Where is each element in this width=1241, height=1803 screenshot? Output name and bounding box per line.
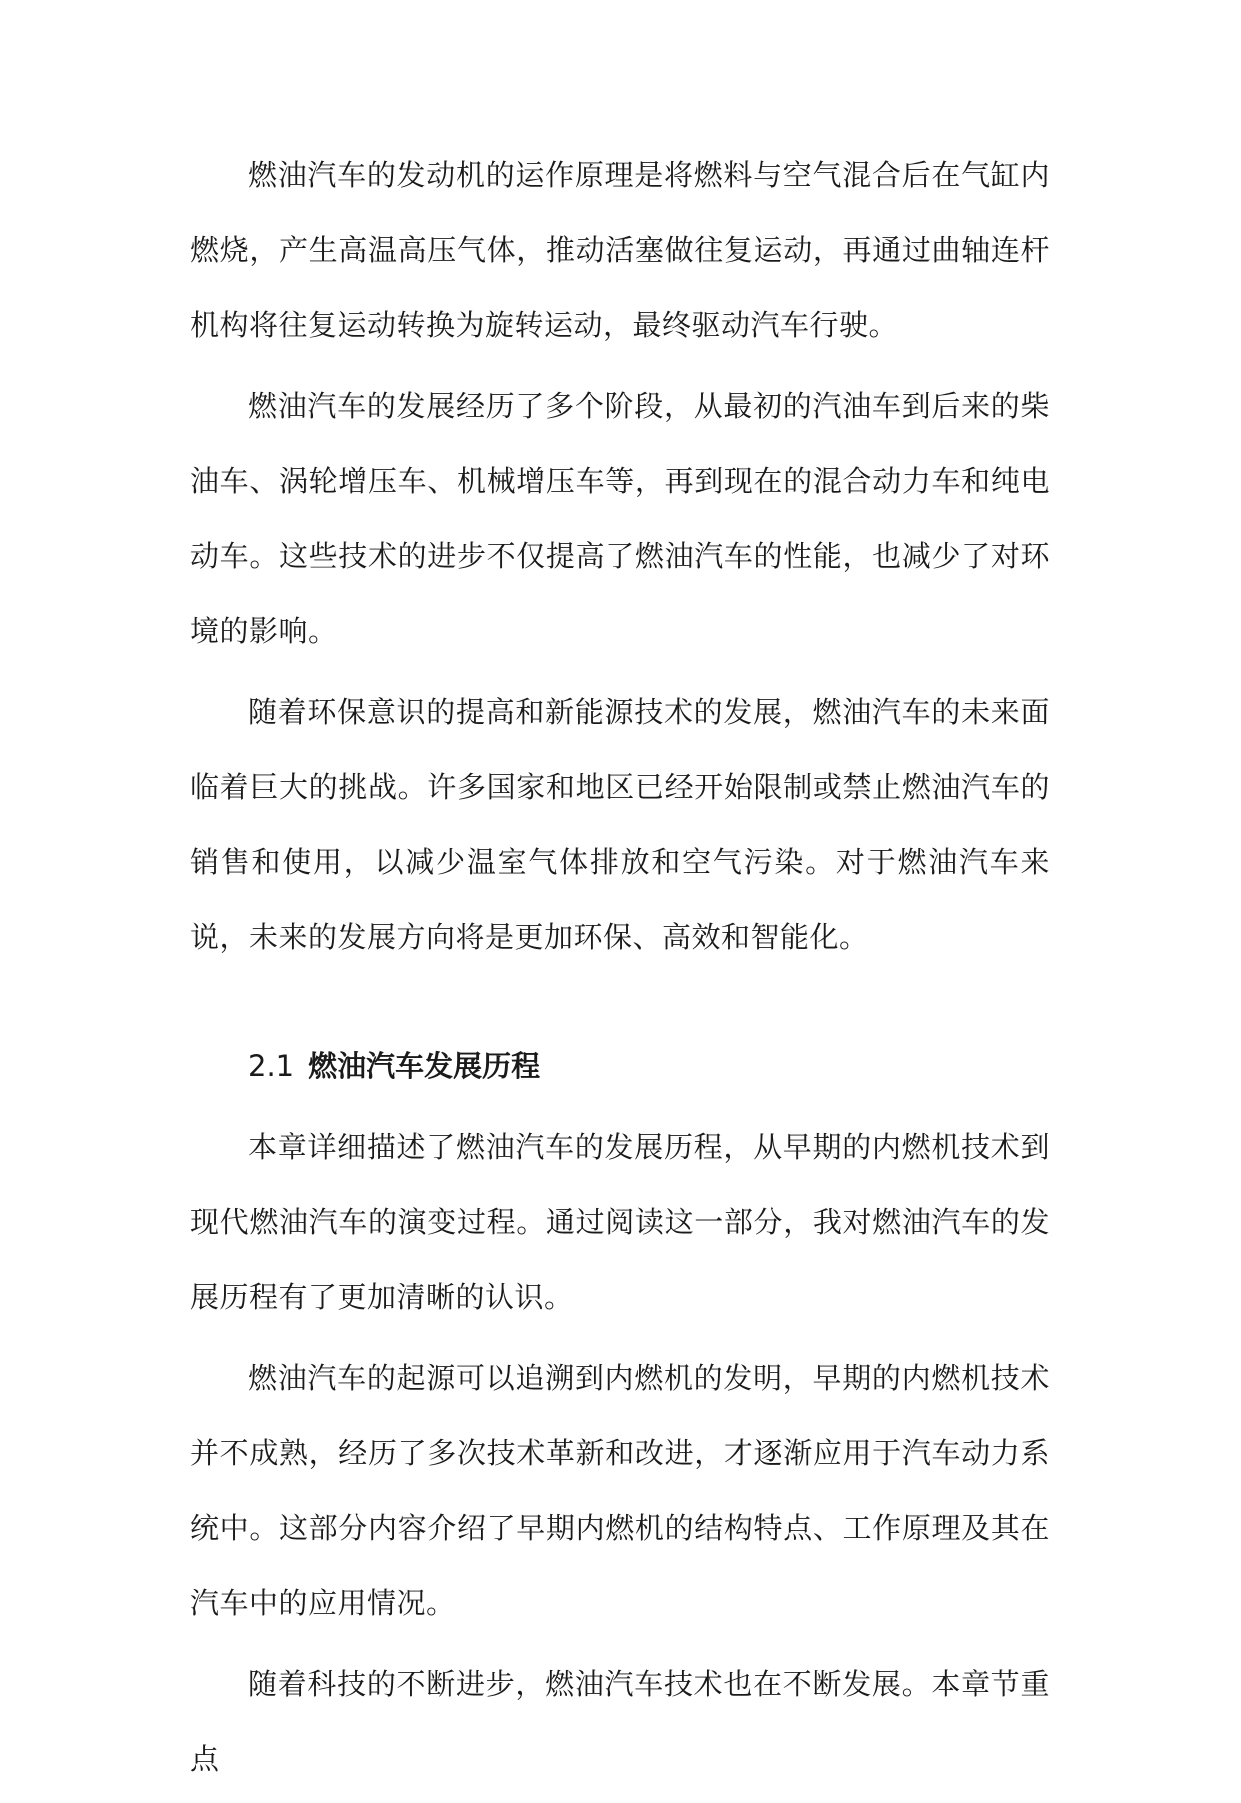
paragraph-future-challenges: 随着环保意识的提高和新能源技术的发展，燃油汽车的未来面临着巨大的挑战。许多国家和地区已经开始限制或禁止燃油汽车的销售和使用，以减少温室气体排放和空气污染。对于燃油汽车来说，未来的发展方向将是更加环保、高效和智能化。: [190, 695, 1050, 954]
paragraph-development-stages: 燃油汽车的发展经历了多个阶段，从最初的汽油车到后来的柴油车、涡轮增压车、机械增压车等，再到现在的混合动力车和纯电动车。这些技术的进步不仅提高了燃油汽车的性能，也减少了对环境的影响。: [190, 389, 1050, 648]
section-number: 2.1: [248, 1049, 295, 1083]
paragraph-tech-progress: 随着科技的不断进步，燃油汽车技术也在不断发展。本章节重点: [190, 1667, 1050, 1776]
section-title: 燃油汽车发展历程: [308, 1049, 541, 1083]
section-heading: [190, 1029, 1050, 1104]
paragraph-engine-principle: 燃油汽车的发动机的运作原理是将燃料与空气混合后在气缸内燃烧，产生高温高压气体，推动活塞做往复运动，再通过曲轴连杆机构将往复运动转换为旋转运动，最终驱动汽车行驶。: [190, 158, 1050, 342]
paragraph-chapter-overview: 本章详细描述了燃油汽车的发展历程，从早期的内燃机技术到现代燃油汽车的演变过程。通过阅读这一部分，我对燃油汽车的发展历程有了更加清晰的认识。: [190, 1130, 1050, 1314]
document-body: [190, 138, 1050, 1803]
paragraph-origin: 燃油汽车的起源可以追溯到内燃机的发明，早期的内燃机技术并不成熟，经历了多次技术革新和改进，才逐渐应用于汽车动力系统中。这部分内容介绍了早期内燃机的结构特点、工作原理及其在汽车中的应用情况。: [190, 1361, 1050, 1620]
